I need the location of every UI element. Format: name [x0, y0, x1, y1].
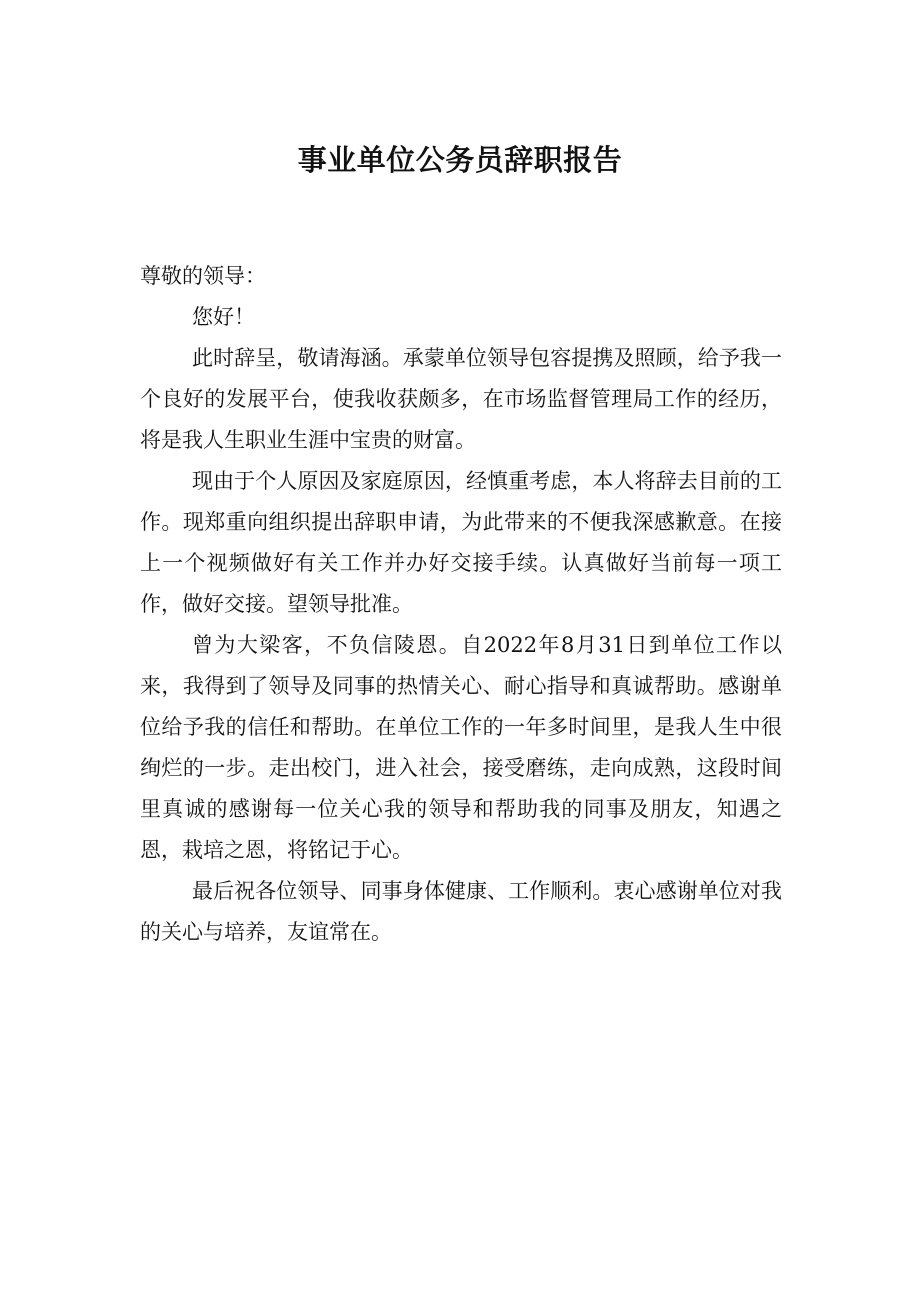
- paragraph-resignation-intro: 此时辞呈，敬请海涵。承蒙单位领导包容提携及照顾，给予我一个良好的发展平台，使我收获颇多，在市场监督管理局工作的经历，将是我人生职业生涯中宝贵的财富。: [140, 346, 782, 452]
- paragraph-greeting: 您好！: [192, 305, 255, 329]
- document-title: 事业单位公务员辞职报告: [297, 143, 623, 177]
- salutation: 尊敬的领导：: [140, 264, 266, 288]
- document-body: [140, 256, 782, 953]
- paragraph-closing: 最后祝各位领导、同事身体健康、工作顺利。衷心感谢单位对我的关心与培养，友谊常在。: [140, 879, 782, 944]
- paragraph-reason: 现由于个人原因及家庭原因，经慎重考虑，本人将辞去目前的工作。现郑重向组织提出辞职申请，为此带来的不便我深感歉意。在接上一个视频做好有关工作并办好交接手续。认真做好当前每一项工作，做好交接。望领导批准。: [140, 469, 782, 616]
- paragraph-gratitude: 曾为大梁客，不负信陵恩。自2022年8月31日到单位工作以来，我得到了领导及同事的热情关心、耐心指导和真诚帮助。感谢单位给予我的信任和帮助。在单位工作的一年多时间里，是我人生中很绚烂的一步。走出校门，进入社会，接受磨练，走向成熟，这段时间里真诚的感谢每一位关心我的领导和帮助我的同事及朋友，知遇之恩，栽培之恩，将铭记于心。: [140, 633, 782, 862]
